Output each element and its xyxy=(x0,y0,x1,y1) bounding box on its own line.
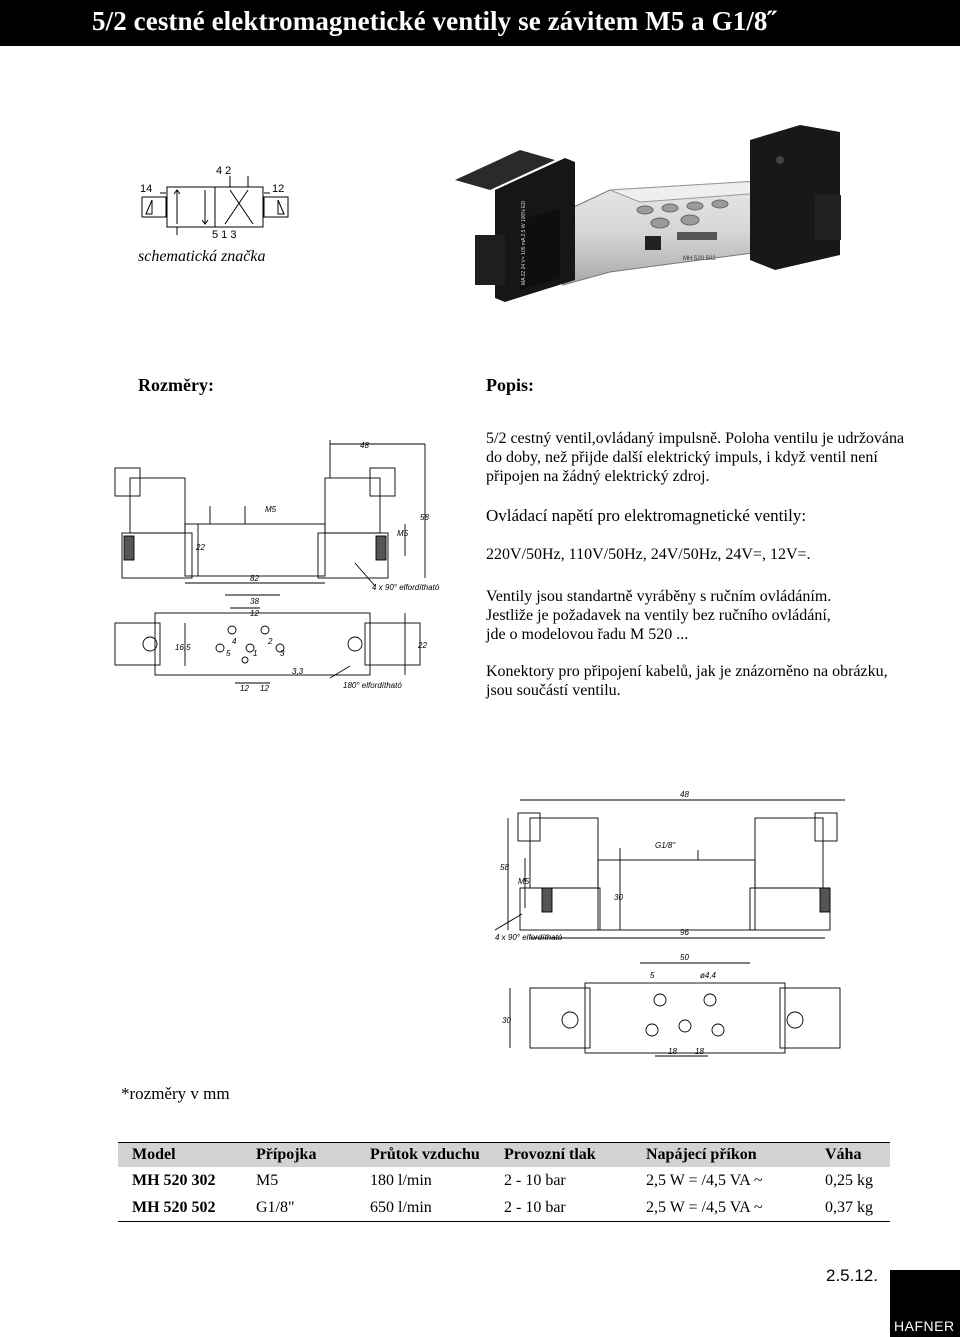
rotate-4x90: 4 x 90° elfordítható xyxy=(372,583,440,592)
spec-table xyxy=(118,1142,890,1222)
col-weight: Váha xyxy=(821,1143,890,1168)
dim-22: 22 xyxy=(196,543,205,552)
table-row: MH 520 502 G1/8" 650 l/min 2 - 10 bar 2,5 W = /4,5 VA ~ 0,37 kg xyxy=(118,1194,890,1222)
dim-58: 58 xyxy=(500,863,509,872)
dim-m5: M5 xyxy=(265,505,277,514)
dim-12b: 12 xyxy=(260,684,269,693)
rotate-180: 180° elfordítható xyxy=(343,681,402,690)
schematic-port-14: 14 xyxy=(140,183,153,195)
schematic-symbol xyxy=(130,160,300,245)
solenoid-valve-photo xyxy=(445,120,845,330)
description-heading: Popis: xyxy=(486,375,535,395)
dim-g18: G1/8" xyxy=(655,841,676,850)
dimension-drawing-m5 xyxy=(100,438,440,698)
dim-18a: 18 xyxy=(668,1047,677,1056)
dim-16-5: 16,5 xyxy=(175,643,191,652)
dim-30b: 30 xyxy=(502,1016,511,1025)
dimensions-heading: Rozměry: xyxy=(138,375,214,395)
description-paragraph-1: 5/2 cestný ventil,ovládaný impulsně. Poloha ventilu je udržována do doby, než přijde další elektrický impuls, i když ventil není připojen na žádný elektrický zdroj. xyxy=(486,430,905,485)
dim-96: 96 xyxy=(680,928,689,937)
schematic-ports-top: 4 2 xyxy=(216,165,232,177)
table-row: MH 520 302 M5 180 l/min 2 - 10 bar 2,5 W = /4,5 VA ~ 0,25 kg xyxy=(132,1171,873,1189)
page-number: 2.5.12. xyxy=(826,1266,878,1285)
col-flow: Průtok vzduchu xyxy=(366,1143,500,1168)
col-connection: Přípojka xyxy=(252,1143,366,1168)
port-2: 2 xyxy=(268,637,273,646)
description-paragraph-3: Konektory pro připojení kabelů, jak je znázorněno na obrázku, jsou součástí ventilu. xyxy=(486,663,888,699)
table-header-row xyxy=(118,1143,890,1168)
dim-30: 30 xyxy=(614,893,623,902)
coil-label: MA 22 24 V= 105 mA 2,5 W 100% ED xyxy=(521,200,527,285)
col-pressure: Provozní tlak xyxy=(500,1143,642,1168)
voltage-heading: Ovládací napětí pro elektromagnetické ventily: xyxy=(486,506,807,525)
description-paragraph-2: Ventily jsou standartně vyráběny s ručním ovládáním. Jestliže je požadavek na ventily bez ručního ovládání, jde o modelovou řadu M 520 ... xyxy=(486,588,832,643)
dim-48: 48 xyxy=(360,441,369,450)
page-title: 5/2 cestné elektromagnetické ventily se závitem M5 a G1/8˝ xyxy=(92,6,777,36)
dim-12: 12 xyxy=(250,609,259,618)
port-1: 1 xyxy=(253,649,258,658)
title-bar xyxy=(0,0,960,46)
dimension-drawing-g18 xyxy=(490,788,860,1063)
dim-12a: 12 xyxy=(240,684,249,693)
dim-58: 58 xyxy=(420,513,429,522)
schematic-ports-bottom: 5 1 3 xyxy=(212,229,237,241)
schematic-caption: schematická značka xyxy=(138,248,266,265)
dim-3-3: 3,3 xyxy=(292,667,304,676)
dimensions-note: *rozměry v mm xyxy=(121,1084,230,1103)
port-3: 3 xyxy=(280,649,285,658)
dim-50: 50 xyxy=(680,953,689,962)
dim-48: 48 xyxy=(680,790,689,799)
dim-18b: 18 xyxy=(695,1047,704,1056)
brand-logo: HAFNER xyxy=(894,1318,955,1334)
col-model: Model xyxy=(118,1143,252,1168)
rotate-4x50: 4 x 90° elfordítható xyxy=(495,933,563,942)
body-model-label: MH 520 502 xyxy=(683,256,716,262)
col-power: Napájecí příkon xyxy=(642,1143,821,1168)
dim-4-4: ø4,4 xyxy=(700,971,717,980)
dim-m5b: M5 xyxy=(397,529,409,538)
port-5: 5 xyxy=(226,649,231,658)
dim-22b: 22 xyxy=(418,641,427,650)
port-4: 4 xyxy=(232,637,237,646)
dim-m5: M5 xyxy=(518,877,530,886)
voltage-list: 220V/50Hz, 110V/50Hz, 24V/50Hz, 24V=, 12V=. xyxy=(486,546,811,563)
schematic-port-12: 12 xyxy=(272,183,285,195)
dim-5: 5 xyxy=(650,971,655,980)
dim-82: 82 xyxy=(250,574,259,583)
dim-38: 38 xyxy=(250,597,259,606)
